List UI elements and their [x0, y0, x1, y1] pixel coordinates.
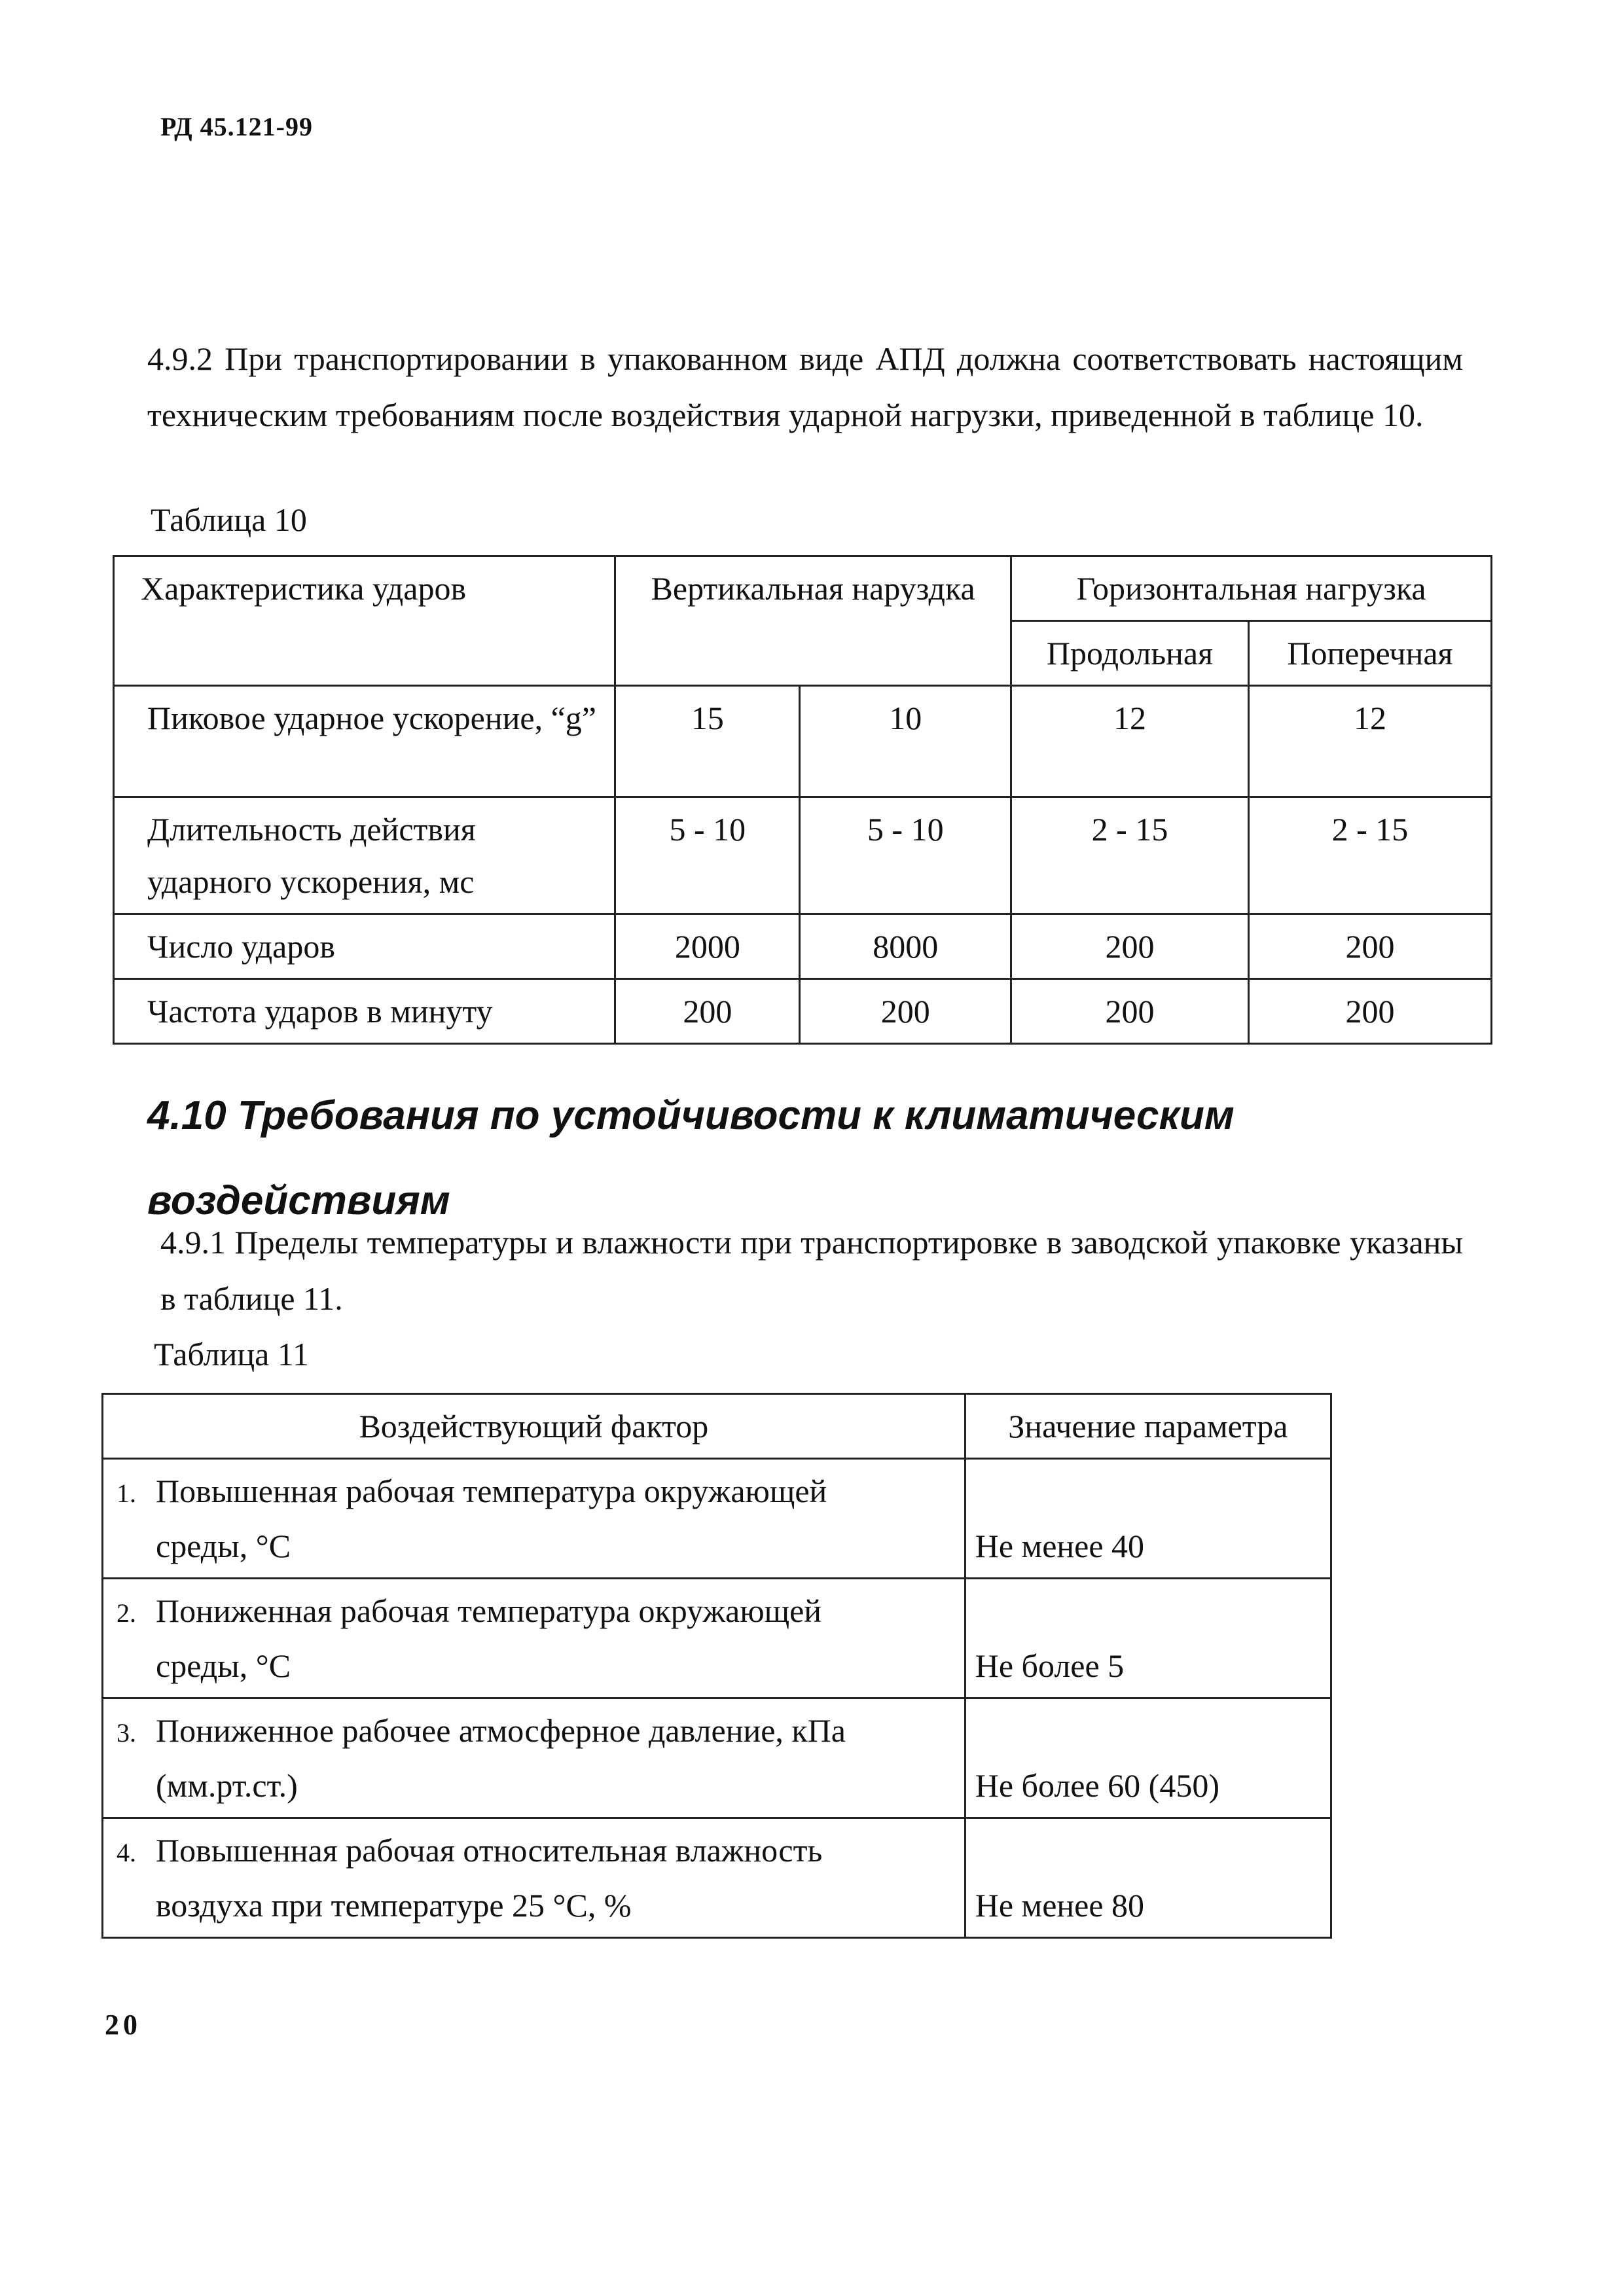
table-row [103, 1579, 1331, 1698]
table-row [114, 979, 1492, 1044]
factor-text: Пониженная рабочая температура окружающей [156, 1592, 822, 1629]
page-number: 20 [105, 2009, 141, 2041]
paragraph-text: 4.9.1 Пределы температуры и влажности при транспортировке в заводской упаковке указаны в таблице 11. [160, 1224, 1463, 1317]
cell-value: 2 - 15 [1248, 797, 1491, 914]
table-row [114, 797, 1492, 914]
cell-value: 2 - 15 [1011, 797, 1249, 914]
header-factor: Воздействующий фактор [103, 1394, 965, 1459]
cell-value: 10 [800, 686, 1011, 797]
value-cell: Не менее 40 [965, 1459, 1331, 1579]
row-number: 3. [117, 1718, 136, 1748]
paragraph-4-9-1 [160, 1214, 1463, 1327]
factor-cell [103, 1698, 965, 1818]
table-10-caption: Таблица 10 [151, 501, 307, 538]
header-shock-characteristic: Характеристика ударов [114, 556, 615, 686]
cell-value: 200 [1248, 979, 1491, 1044]
factor-text: Повышенная рабочая относительная влажность [156, 1832, 823, 1869]
value-cell: Не менее 80 [965, 1818, 1331, 1938]
document-code: РД 45.121-99 [160, 112, 313, 141]
cell-value: 200 [1011, 914, 1249, 979]
row-number: 2. [117, 1598, 136, 1628]
table-row [103, 1818, 1331, 1938]
cell-value: 8000 [800, 914, 1011, 979]
cell-value: 200 [1248, 914, 1491, 979]
factor-text-continued: (мм.рт.ст.) [156, 1767, 298, 1804]
table-row [103, 1459, 1331, 1579]
table-row [103, 1698, 1331, 1818]
value-cell: Не более 60 (450) [965, 1698, 1331, 1818]
cell-value: 200 [615, 979, 800, 1044]
factor-cell [103, 1579, 965, 1698]
table-10 [113, 555, 1492, 1045]
cell-value: 5 - 10 [800, 797, 1011, 914]
cell-value: 2000 [615, 914, 800, 979]
row-label: Число ударов [114, 914, 615, 979]
row-label: Частота ударов в минуту [114, 979, 615, 1044]
table-row [114, 914, 1492, 979]
paragraph-4-9-2 [147, 331, 1463, 443]
row-label: Пиковое ударное ускорение, “g” [114, 686, 615, 797]
table-11 [101, 1393, 1332, 1939]
cell-value: 200 [800, 979, 1011, 1044]
factor-text-continued: среды, °С [156, 1528, 291, 1564]
cell-value: 12 [1248, 686, 1491, 797]
factor-text: Повышенная рабочая температура окружающей [156, 1473, 827, 1509]
cell-value: 12 [1011, 686, 1249, 797]
row-label: Длительность действия ударного ускорения, мс [114, 797, 615, 914]
header-longitudinal: Продольная [1011, 621, 1249, 686]
header-vertical-load: Вертикальная наруздка [615, 556, 1011, 686]
paragraph-text: 4.9.2 При транспортировании в упакованном виде АПД должна соответствовать настоящим техническим требованиям после воздействия ударной нагрузки, приведенной в таблице 10. [147, 340, 1463, 433]
factor-cell [103, 1459, 965, 1579]
factor-text: Пониженное рабочее атмосферное давление, кПа [156, 1712, 846, 1749]
section-4-10-title: 4.10 Требования по устойчивости к климатическим воздействиям [147, 1093, 1235, 1223]
header-value: Значение параметра [965, 1394, 1331, 1459]
cell-value: 5 - 10 [615, 797, 800, 914]
row-number: 4. [117, 1838, 136, 1867]
factor-cell [103, 1818, 965, 1938]
factor-text-continued: воздуха при температуре 25 °С, % [156, 1887, 632, 1924]
value-cell: Не более 5 [965, 1579, 1331, 1698]
cell-value: 200 [1011, 979, 1249, 1044]
row-number: 1. [117, 1479, 136, 1508]
header-horizontal-load: Горизонтальная нагрузка [1011, 556, 1492, 621]
table-row [114, 686, 1492, 797]
cell-value: 15 [615, 686, 800, 797]
header-transverse: Поперечная [1248, 621, 1491, 686]
table-11-caption: Таблица 11 [154, 1336, 309, 1372]
factor-text-continued: среды, °С [156, 1647, 291, 1684]
